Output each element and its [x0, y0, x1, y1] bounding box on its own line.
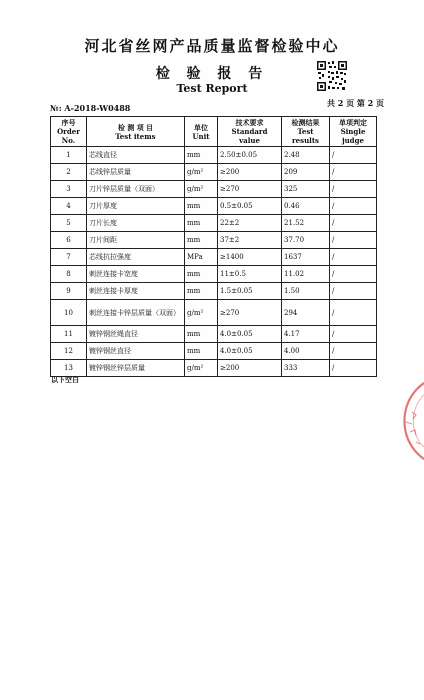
test-item-cell: 镀锌钢丝锌层质量 — [87, 360, 185, 377]
test-item-cell: 刺丝连接卡锌层质量（双面） — [87, 300, 185, 326]
org-name: 河北省丝网产品质量监督检验中心 — [84, 37, 340, 55]
standard-value-cell: ≥200 — [218, 164, 282, 181]
standard-value-cell: ≥200 — [218, 360, 282, 377]
order-no-cell: 6 — [51, 232, 87, 249]
standard-value-cell: 0.5±0.05 — [218, 198, 282, 215]
test-item-cell: 芯线直径 — [87, 147, 185, 164]
standard-value-cell: 11±0.5 — [218, 266, 282, 283]
header-unit: 单位 Unit — [185, 117, 218, 147]
test-result-cell: 0.46 — [282, 198, 330, 215]
test-result-cell: 1.50 — [282, 283, 330, 300]
test-result-cell: 37.70 — [282, 232, 330, 249]
order-no-cell: 12 — [51, 343, 87, 360]
judge-cell: / — [330, 147, 377, 164]
table-row — [51, 198, 377, 215]
unit-cell: mm — [185, 326, 218, 343]
judge-cell: / — [330, 181, 377, 198]
table-row — [51, 360, 377, 377]
unit-cell: mm — [185, 232, 218, 249]
header-test-items: 检 测 项 目 Test items — [87, 117, 185, 147]
order-no-cell: 8 — [51, 266, 87, 283]
test-result-cell: 1637 — [282, 249, 330, 266]
test-result-cell: 4.00 — [282, 343, 330, 360]
test-result-cell: 4.17 — [282, 326, 330, 343]
test-item-cell: 刀片厚度 — [87, 198, 185, 215]
table-row — [51, 147, 377, 164]
page-info: 共 2 页 第 2 页 — [326, 98, 384, 108]
order-no-cell: 1 — [51, 147, 87, 164]
header-standard-value: 技术要求 Standard value — [218, 117, 282, 147]
unit-cell: mm — [185, 283, 218, 300]
standard-value-cell: 2.50±0.05 — [218, 147, 282, 164]
judge-cell: / — [330, 164, 377, 181]
judge-cell: / — [330, 300, 377, 326]
judge-cell: / — [330, 343, 377, 360]
end-of-content-note: 以下空白 — [51, 375, 79, 384]
table-row — [51, 232, 377, 249]
unit-cell: g/m² — [185, 164, 218, 181]
unit-cell: MPa — [185, 249, 218, 266]
report-number: №: A-2018-W0488 — [50, 103, 131, 113]
table-row — [51, 164, 377, 181]
judge-cell: / — [330, 249, 377, 266]
page-margin-bottom — [0, 598, 424, 700]
order-no-cell: 3 — [51, 181, 87, 198]
official-seal-stamp — [392, 372, 424, 468]
header-test-results: 检测结果 Test results — [282, 117, 330, 147]
order-no-cell: 7 — [51, 249, 87, 266]
order-no-cell: 11 — [51, 326, 87, 343]
judge-cell: / — [330, 283, 377, 300]
unit-cell: mm — [185, 198, 218, 215]
test-item-cell: 芯线抗拉强度 — [87, 249, 185, 266]
test-result-cell: 294 — [282, 300, 330, 326]
standard-value-cell: 37±2 — [218, 232, 282, 249]
table-row — [51, 215, 377, 232]
table-row — [51, 249, 377, 266]
unit-cell: g/m² — [185, 300, 218, 326]
order-no-cell: 10 — [51, 300, 87, 326]
test-result-cell: 325 — [282, 181, 330, 198]
table-row — [51, 326, 377, 343]
header-order-no: 序号 Order No. — [51, 117, 87, 147]
table-header-row — [51, 117, 377, 147]
judge-cell: / — [330, 360, 377, 377]
report-title-cn: 检 验 报 告 — [155, 66, 269, 82]
unit-cell: g/m² — [185, 360, 218, 377]
standard-value-cell: ≥1400 — [218, 249, 282, 266]
test-item-cell: 刀片间距 — [87, 232, 185, 249]
unit-cell: g/m² — [185, 181, 218, 198]
order-no-cell: 4 — [51, 198, 87, 215]
test-results-table — [50, 116, 377, 377]
order-no-cell: 5 — [51, 215, 87, 232]
order-no-cell: 2 — [51, 164, 87, 181]
standard-value-cell: 1.5±0.05 — [218, 283, 282, 300]
standard-value-cell: ≥270 — [218, 181, 282, 198]
test-item-cell: 刺丝连接卡厚度 — [87, 283, 185, 300]
table-row — [51, 283, 377, 300]
unit-cell: mm — [185, 147, 218, 164]
standard-value-cell: ≥270 — [218, 300, 282, 326]
order-no-cell: 13 — [51, 360, 87, 377]
table-row — [51, 300, 377, 326]
test-item-cell: 芯线锌层质量 — [87, 164, 185, 181]
judge-cell: / — [330, 198, 377, 215]
test-item-cell: 刺丝连接卡宽度 — [87, 266, 185, 283]
standard-value-cell: 4.0±0.05 — [218, 326, 282, 343]
test-item-cell: 刀片长度 — [87, 215, 185, 232]
standard-value-cell: 4.0±0.05 — [218, 343, 282, 360]
test-item-cell: 刀片锌层质量（双面） — [87, 181, 185, 198]
test-result-cell: 21.52 — [282, 215, 330, 232]
order-no-cell: 9 — [51, 283, 87, 300]
judge-cell: / — [330, 266, 377, 283]
table-row — [51, 343, 377, 360]
test-item-cell: 镀锌钢丝绳直径 — [87, 326, 185, 343]
judge-cell: / — [330, 232, 377, 249]
test-result-cell: 2.48 — [282, 147, 330, 164]
test-item-cell: 镀锌钢丝直径 — [87, 343, 185, 360]
standard-value-cell: 22±2 — [218, 215, 282, 232]
unit-cell: mm — [185, 266, 218, 283]
unit-cell: mm — [185, 343, 218, 360]
report-title-en: Test Report — [176, 82, 248, 95]
table-row — [51, 266, 377, 283]
unit-cell: mm — [185, 215, 218, 232]
header-single-judge: 单项判定 Single judge — [330, 117, 377, 147]
judge-cell: / — [330, 215, 377, 232]
table-row — [51, 181, 377, 198]
judge-cell: / — [330, 326, 377, 343]
test-result-cell: 333 — [282, 360, 330, 377]
test-result-cell: 11.02 — [282, 266, 330, 283]
qr-code — [316, 60, 348, 92]
test-result-cell: 209 — [282, 164, 330, 181]
